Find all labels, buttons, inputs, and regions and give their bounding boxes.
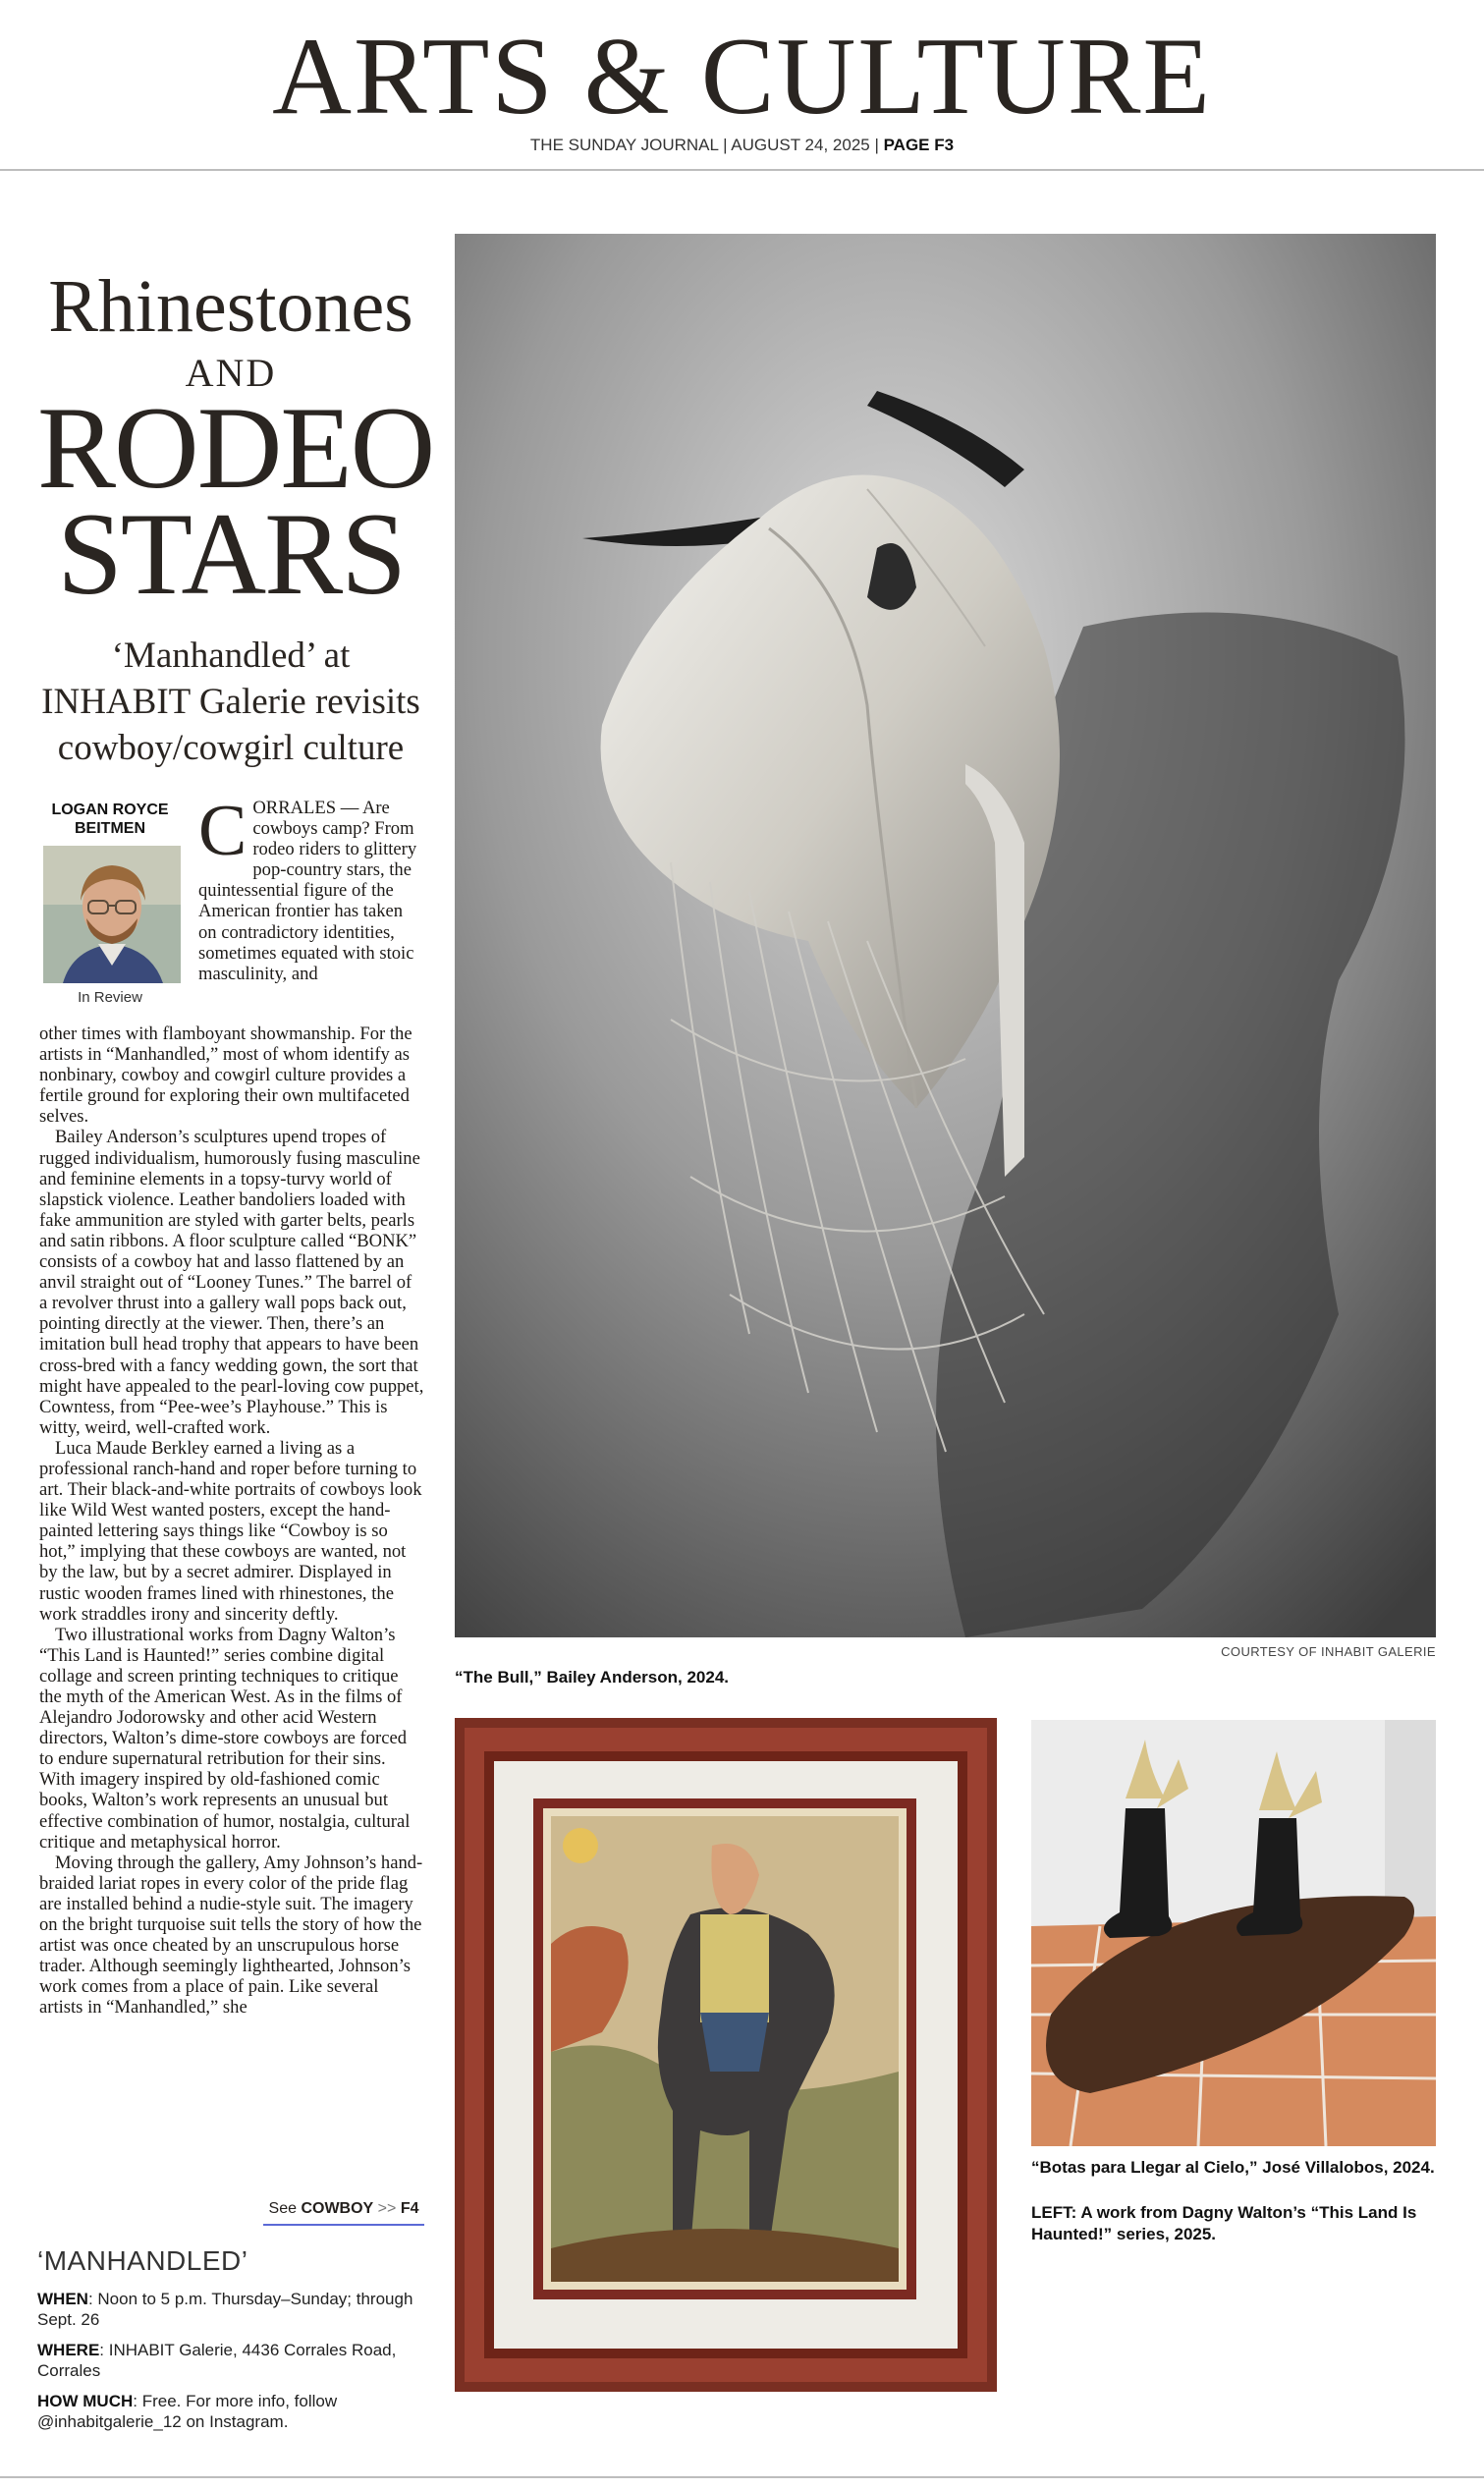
bottom-rule (0, 2476, 1484, 2478)
article-paragraph-3: Luca Maude Berkley earned a living as a professional ranch-hand and roper before turning to art. Their black-and-white portraits of cowboys look like Wild West wanted posters, except the hand-painted lettering says things like “Cowboy is so hot,” implying that these cowboys are wanted, not by the law, but by a secret admirer. Displayed in rustic wooden frames lined with rhinestones, the work straddles irony and sincerity deftly. (39, 1437, 422, 1625)
info-howmuch (37, 2391, 430, 2432)
article-lead-narrow (198, 791, 422, 984)
headline-line-4: STARS (57, 488, 405, 619)
headline-dek: ‘Manhandled’ at INHABIT Galerie revisits cowboy/cowgirl culture (41, 636, 420, 768)
caption-the-bull: “The Bull,” Bailey Anderson, 2024. (455, 1668, 730, 1687)
article-lead-text: ORRALES — Are cowboys camp? From rodeo riders to glittery pop-country stars, the quintessential figure of the American frontier has taken on contradictory identities, sometimes equated with stoic masculinity, and (198, 798, 417, 984)
headline-line-3: RODEO (37, 382, 434, 513)
caption-left-print: LEFT: A work from Dagny Walton’s “This Land Is Haunted!” series, 2025. (1031, 2203, 1417, 2243)
caption-boots: “Botas para Llegar al Cielo,” José Villalobos, 2024. (1031, 2158, 1435, 2177)
author-portrait (43, 846, 181, 983)
info-when-label: WHEN (37, 2290, 88, 2308)
jump-see: See (268, 2200, 297, 2217)
article-paragraph-1: other times with flamboyant showmanship. For the artists in “Manhandled,” most of whom identify as nonbinary, cowboy and cowgirl culture provides a fertile ground for exploring their own multifaceted selves. (39, 1023, 412, 1128)
info-where-value: : INHABIT Galerie, 4436 Corrales Road, Corrales (37, 2341, 397, 2380)
drop-cap: C (198, 791, 247, 871)
boots-installation-image (1031, 1720, 1436, 2146)
masthead (0, 0, 1484, 171)
publication-date: AUGUST 24, 2025 (731, 136, 870, 154)
publication-name: THE SUNDAY JOURNAL (529, 136, 719, 154)
jump-link[interactable] (263, 2200, 424, 2226)
byline-author: LOGAN ROYCE BEITMEN (51, 802, 169, 837)
jump-section: COWBOY (301, 2200, 374, 2217)
info-howmuch-label: HOW MUCH (37, 2392, 134, 2410)
info-title: ‘MANHANDLED’ (37, 2245, 248, 2276)
info-where-label: WHERE (37, 2341, 100, 2359)
bull-sculpture-image (455, 234, 1436, 1637)
info-where (37, 2340, 430, 2381)
article-paragraph-5: Moving through the gallery, Amy Johnson’s hand-braided lariat ropes in every color of the pride flag are installed behind a nudie-style suit. The imagery on the bright turquoise suit tells the story of how the artist was once cheated by an unscrupulous horse trader. Although seemingly lighthearted, Johnson’s work comes from a place of pain. Like several artists in “Manhandled,” she (39, 1852, 423, 2019)
dateline: THE SUNDAY JOURNAL | AUGUST 24, 2025 | PAGE F3 (529, 136, 955, 154)
info-when (37, 2289, 430, 2330)
photo-the-bull (455, 234, 1436, 1637)
article-paragraph-4: Two illustrational works from Dagny Walton’s “This Land is Haunted!” series combine digital collage and screen printing techniques to critique the myth of the American West. As in the films of Alejandro Jodorowsky and other acid Western directors, Walton’s dime-store cowboys are forced to endure supernatural retribution for their sins. With imagery inspired by old-fashioned comic books, Walton’s work represents an unusual but effective combination of humor, nostalgia, cultural critique and metaphysical horror. (39, 1624, 411, 1853)
framed-print-image (455, 1718, 997, 2392)
section-title: ARTS & CULTURE (272, 16, 1212, 138)
author-portrait-image (43, 846, 181, 983)
photo-credit: COURTESY OF INHABIT GALERIE (1221, 1644, 1436, 1659)
byline-label: In Review (78, 989, 142, 1006)
event-info-box (37, 2245, 430, 2442)
photo-botas-para-llegar-al-cielo (1031, 1720, 1436, 2146)
jump-page: F4 (400, 2200, 419, 2217)
photo-this-land-is-haunted (455, 1718, 997, 2392)
article-body (39, 1023, 424, 2019)
headline-line-2: AND (185, 351, 277, 395)
headline-line-1: Rhinestones (48, 265, 413, 348)
byline-box (37, 801, 183, 1006)
jump-arrow-icon: >> (377, 2200, 397, 2217)
page-number: PAGE F3 (883, 136, 955, 154)
article-paragraph-2: Bailey Anderson’s sculptures upend tropes of rugged individualism, humorously fusing masculine and feminine elements in a topsy-turvy world of slapstick violence. Leather bandoliers loaded with fake ammunition are styled with garter belts, pearls and satin ribbons. A floor sculpture called “BONK” consists of a cowboy hat and lasso flattened by an anvil straight out of “Looney Tunes.” The barrel of a revolver thrust into a gallery wall pops back out, pointing directly at the viewer. Then, there’s an imitation bull head trophy that appears to have been cross-bred with a fancy wedding gown, the sort that might have appealed to the pearl-loving cow puppet, Cowntess, from “Pee-wee’s Playhouse.” This is witty, weird, well-crafted work. (39, 1127, 424, 1438)
info-howmuch-value: : Free. For more info, follow @inhabitgalerie_12 on Instagram. (37, 2392, 338, 2431)
info-when-value: : Noon to 5 p.m. Thursday–Sunday; through Sept. 26 (37, 2290, 413, 2329)
